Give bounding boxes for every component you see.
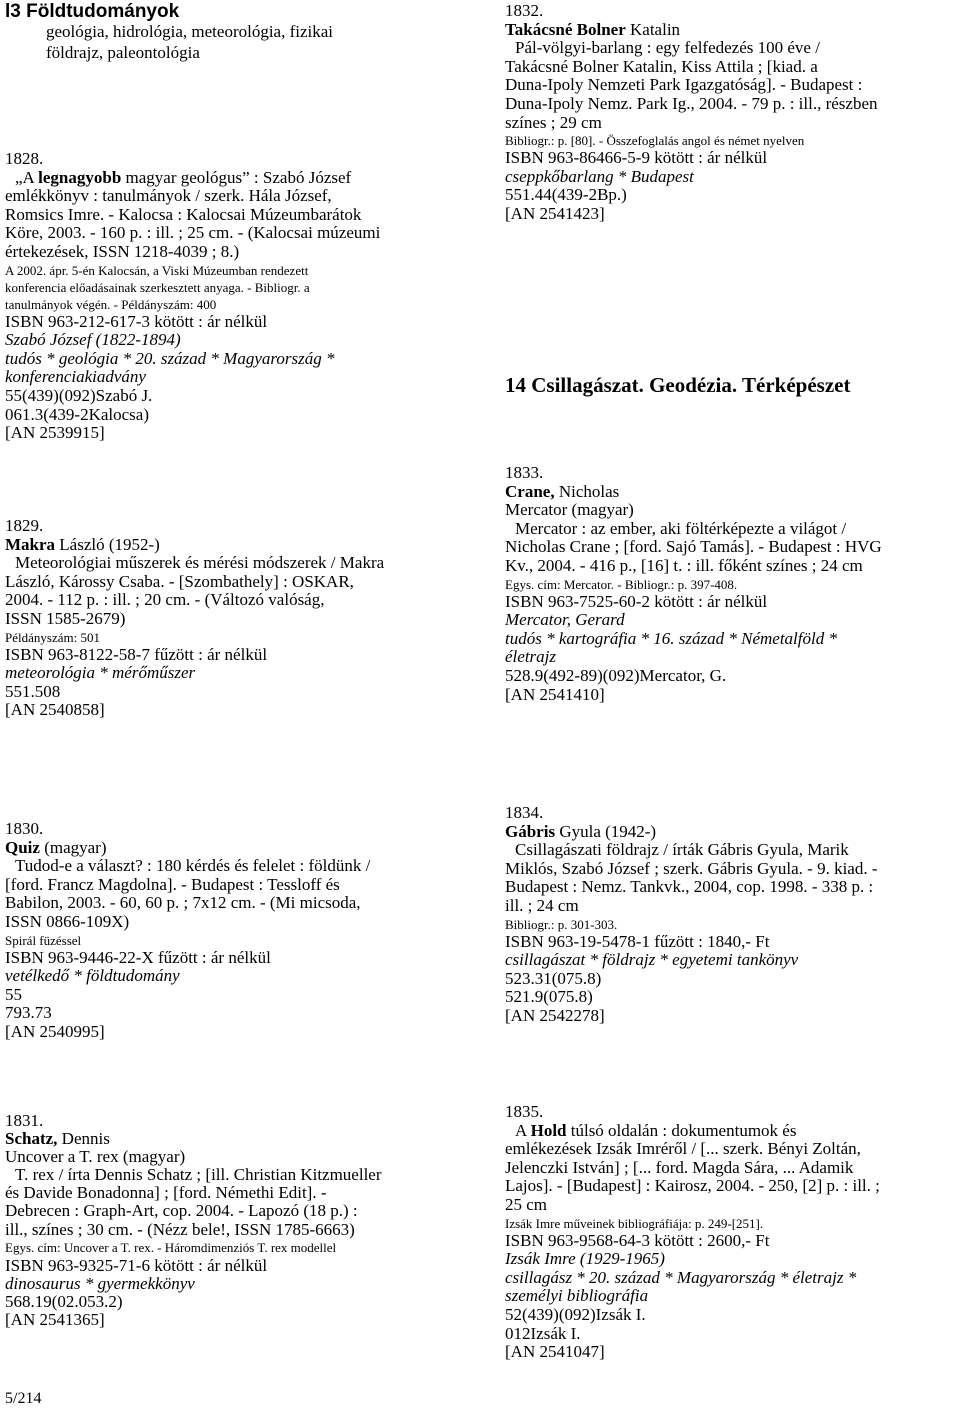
description-line: Romsics Imre. - Kalocsa : Kalocsai Múzeumbarátok (5, 204, 362, 224)
description-line: Lajos]. - [Budapest] : Kairosz, 2004. - 250, [2] p. : ill. ; (505, 1176, 880, 1196)
author-surname: Gábris (505, 821, 556, 841)
accession-number: [AN 2542278] (505, 1005, 605, 1025)
entry-author (5, 1130, 465, 1148)
entry-1835 (505, 1103, 960, 1362)
classification-line: 521.9(075.8) (505, 987, 593, 1007)
description-line: [ford. Francz Magdolna]. - Budapest : Tessloff és (5, 874, 340, 894)
classification-line: 793.73 (5, 1003, 52, 1023)
author-rest: László (1952-) (55, 534, 160, 554)
accession-number: [AN 2540858] (5, 700, 105, 720)
description-line: Meteorológiai műszerek és mérési módszerek / Makra (15, 553, 385, 573)
entry-title-line (5, 169, 465, 188)
accession-number: [AN 2539915] (5, 423, 105, 443)
isbn-line: ISBN 963-212-617-3 kötött : ár nélkül (5, 311, 268, 331)
description-line: ISSN 0866-109X) (5, 911, 130, 931)
description-line: Miklós, Szabó József ; szerk. Gábris Gyula. - 9. kiad. - (505, 858, 878, 878)
description-line: Köre, 2003. - 160 p. : ill. ; 25 cm. - (Kalocsai múzeumi (5, 223, 381, 243)
entry-number: 1831. (5, 1111, 44, 1130)
title-keyword: legnagyobb (38, 167, 122, 187)
page-number: 5/214 (5, 1390, 42, 1407)
description-line: és Davide Bonadonna] ; [ford. Némethi Edit]. - (5, 1183, 327, 1203)
entry-number: 1833. (505, 463, 544, 482)
description-line: Budapest : Nemz. Tankvk., 2004, cop. 1998. - 338 p. : (505, 877, 874, 897)
note-line: A 2002. ápr. 5-én Kalocsán, a Viski Múzeumban rendezett (5, 262, 309, 278)
subject-line: személyi bibliográfia (505, 1286, 649, 1306)
classification-line: 528.9(492-89)(092)Mercator, G. (505, 665, 727, 685)
description-line: Jelenczki István] ; [... ford. Magda Sára, ... Adamik (505, 1157, 854, 1177)
classification-line: 551.508 (5, 681, 61, 701)
title-text: „A (15, 167, 39, 187)
uniform-title-keyword: Quiz (5, 837, 40, 857)
description-line: László, Károssy Csaba. - [Szombathely] : OSKAR, (5, 571, 354, 591)
note-line: Bibliogr.: p. [80]. - Összefoglalás angol és német nyelven (505, 133, 805, 149)
entry-author (5, 536, 465, 555)
description-line: értekezések, ISSN 1218-4039 ; 8.) (5, 241, 240, 261)
author-surname: Makra (5, 534, 56, 554)
description-line: Debrecen : Graph-Art, cop. 2004. - Lapozó (18 p.) : (5, 1201, 358, 1221)
note-line: Bibliogr.: p. 301-303. (505, 916, 618, 932)
note-line: Spirál füzéssel (5, 932, 82, 948)
subject-line: meteorológia * mérőműszer (5, 663, 196, 683)
subject-line: csillagász * 20. század * Magyarország * életrajz * (505, 1267, 857, 1287)
author-rest: Nicholas (554, 481, 620, 501)
entry-number: 1832. (505, 1, 544, 20)
description-line: emlékezések Izsák Imréről / [... szerk. Bényi Zoltán, (505, 1139, 861, 1159)
uniform-title: Uncover a T. rex (magyar) (5, 1147, 186, 1167)
note-line: konferencia előadásainak szerkesztett anyaga. - Bibliogr. a (5, 279, 310, 295)
classification-line: 523.31(075.8) (505, 968, 602, 988)
entry-author (505, 483, 960, 502)
entry-author (505, 21, 960, 40)
entry-1833 (505, 464, 960, 704)
description-line: Nicholas Crane ; [ford. Sajó Tamás]. - Budapest : HVG (505, 537, 882, 557)
title-text: magyar geológus” : Szabó József (121, 167, 352, 187)
author-rest: Gyula (1942-) (555, 821, 657, 841)
entry-author (505, 823, 960, 842)
entry-number: 1834. (505, 803, 544, 822)
description-line: T. rex / írta Dennis Schatz ; [ill. Christian Kitzmueller (15, 1165, 382, 1185)
description-line: színes ; 29 cm (505, 112, 602, 132)
section-13-subtitle-line: geológia, hidrológia, meteorológia, fizikai (46, 22, 334, 41)
subject-line: Mercator, Gerard (505, 610, 625, 630)
description-line: 25 cm (505, 1194, 548, 1214)
isbn-line: ISBN 963-19-5478-1 fűzött : 1840,- Ft (505, 931, 770, 951)
classification-line: 551.44(439-2Bp.) (505, 185, 627, 205)
section-13-subtitle-line: földrajz, paleontológia (46, 43, 200, 62)
description-line: Kv., 2004. - 416 p., [16] t. : ill. főként színes ; 24 cm (505, 555, 863, 575)
description-line: emlékkönyv : tanulmányok / szerk. Hála József, (5, 186, 332, 206)
section-14-heading: 14 Csillagászat. Geodézia. Térképészet (505, 373, 851, 397)
entry-number: 1829. (5, 516, 44, 535)
note-line: Példányszám: 501 (5, 629, 100, 645)
description-line: Mercator : az ember, aki föltérképezte a világot / (515, 518, 847, 538)
entry-number: 1828. (5, 149, 44, 168)
note-line: tanulmányok végén. - Példányszám: 400 (5, 296, 217, 312)
accession-number: [AN 2540995] (5, 1021, 105, 1041)
description-line: ill., színes ; 30 cm. - (Nézz bele!, ISSN 1785-6663) (5, 1219, 355, 1239)
subject-line: tudós * geológia * 20. század * Magyarország * (5, 348, 335, 368)
note-line: Izsák Imre műveinek bibliográfiája: p. 249-[251]. (505, 1215, 764, 1231)
author-surname: Crane, (505, 481, 555, 501)
section-13-heading: l3 Földtudományok (5, 1, 180, 22)
subject-line: konferenciakiadvány (5, 367, 146, 387)
entry-1830 (5, 820, 465, 1042)
title-keyword: Hold (530, 1120, 567, 1140)
description-line: ISSN 1585-2679) (5, 608, 126, 628)
entry-author (5, 839, 465, 858)
isbn-line: ISBN 963-86466-5-9 kötött : ár nélkül (505, 148, 768, 168)
accession-number: [AN 2541047] (505, 1342, 605, 1362)
description-line: Csillagászati földrajz / írták Gábris Gyula, Marik (515, 840, 849, 860)
subject-line: Izsák Imre (1929-1965) (505, 1249, 665, 1269)
accession-number: [AN 2541365] (5, 1310, 105, 1330)
description-line: Babilon, 2003. - 60, 60 p. ; 7x12 cm. - (Mi micsoda, (5, 893, 361, 913)
isbn-line: ISBN 963-9446-22-X fűzött : ár nélkül (5, 947, 271, 967)
note-line: Egys. cím: Mercator. - Bibliogr.: p. 397-408. (505, 576, 738, 592)
description-line: Tudod-e a választ? : 180 kérdés és felelet : földünk / (15, 856, 371, 876)
subject-line: Szabó József (1822-1894) (5, 330, 181, 350)
subject-line: csillagászat * földrajz * egyetemi tankönyv (505, 950, 799, 970)
uniform-title: Mercator (magyar) (505, 500, 634, 520)
author-rest: Dennis (57, 1129, 110, 1149)
author-rest: Katalin (625, 19, 681, 39)
entry-number: 1835. (505, 1102, 544, 1121)
accession-number: [AN 2541423] (505, 203, 605, 223)
section-13-subtitle (46, 21, 466, 63)
title-text: túlsó oldalán : dokumentumok és (566, 1120, 797, 1140)
isbn-line: ISBN 963-9568-64-3 kötött : 2600,- Ft (505, 1230, 770, 1250)
isbn-line: ISBN 963-8122-58-7 fűzött : ár nélkül (5, 644, 268, 664)
description-line: 2004. - 112 p. : ill. ; 20 cm. - (Változó valóság, (5, 590, 325, 610)
subject-line: cseppkőbarlang * Budapest (505, 166, 694, 186)
description-line: Takácsné Bolner Katalin, Kiss Attila ; [kiad. a (505, 56, 818, 76)
entry-1829 (5, 517, 465, 720)
classification-line: 55 (5, 984, 22, 1004)
subject-line: tudós * kartográfia * 16. század * Németalföld * (505, 628, 837, 648)
description-line: Duna-Ipoly Nemzeti Park Igazgatóság]. - Budapest : (505, 75, 863, 95)
description-line: ill. ; 24 cm (505, 895, 579, 915)
entry-1832 (505, 2, 960, 224)
accession-number: [AN 2541410] (505, 684, 605, 704)
classification-line: 52(439)(092)Izsák I. (505, 1304, 646, 1324)
entry-1831 (5, 1112, 465, 1329)
classification-line: 568.19(02.053.2) (5, 1291, 123, 1311)
classification-line: 061.3(439-2Kalocsa) (5, 404, 149, 424)
subject-line: vetélkedő * földtudomány (5, 966, 180, 986)
author-surname: Takácsné Bolner (505, 19, 626, 39)
author-surname: Schatz, (5, 1129, 58, 1149)
entry-number: 1830. (5, 819, 44, 838)
note-line: Egys. cím: Uncover a T. rex. - Háromdimenziós T. rex modellel (5, 1239, 337, 1255)
title-text: A (515, 1120, 531, 1140)
description-line: Pál-völgyi-barlang : egy felfedezés 100 éve / (515, 38, 820, 58)
classification-line: 55(439)(092)Szabó J. (5, 385, 153, 405)
entry-title-line (505, 1122, 960, 1141)
isbn-line: ISBN 963-9325-71-6 kötött : ár nélkül (5, 1255, 268, 1275)
subject-line: dinosaurus * gyermekkönyv (5, 1273, 195, 1293)
isbn-line: ISBN 963-7525-60-2 kötött : ár nélkül (505, 591, 768, 611)
subject-line: életrajz (505, 647, 556, 667)
classification-line: 012Izsák I. (505, 1323, 581, 1343)
uniform-title-rest: (magyar) (39, 837, 107, 857)
entry-1834 (505, 804, 960, 1026)
description-line: Duna-Ipoly Nemz. Park Ig., 2004. - 79 p. : ill., részben (505, 93, 878, 113)
entry-1828 (5, 150, 465, 443)
